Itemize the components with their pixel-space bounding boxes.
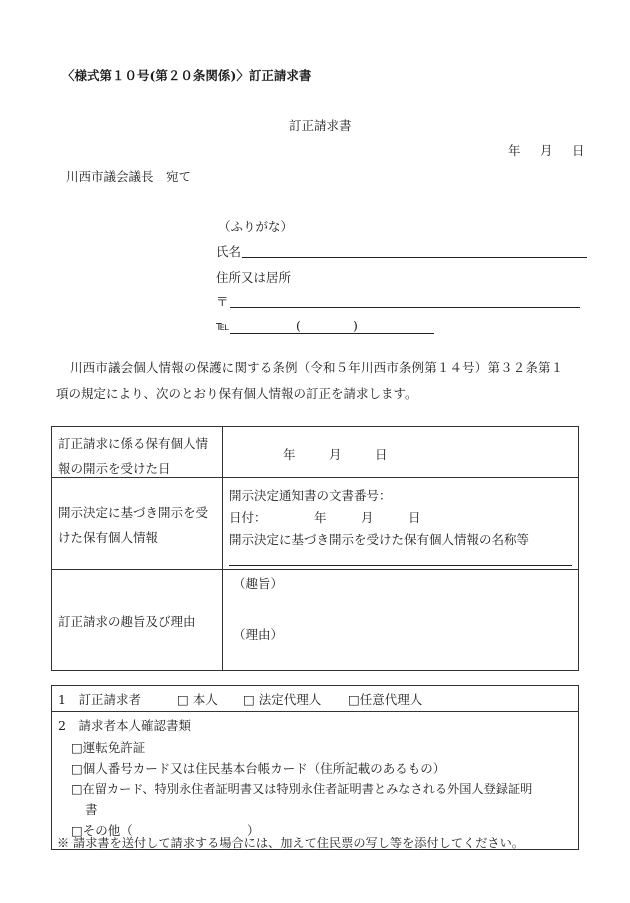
- document-title: 訂正請求書: [289, 118, 352, 133]
- verification-residence-card[interactable]: □在留カード、特別永住者証明書又は特別永住者証明書とみなされる外国人登録証明: [71, 782, 533, 796]
- row2-day: 日: [408, 510, 421, 525]
- requester-option-legal-rep[interactable]: □ 法定代理人: [243, 692, 322, 707]
- row2-year: 年: [314, 510, 327, 525]
- row1-month: 月: [329, 447, 342, 462]
- requester-option-voluntary-rep[interactable]: □任意代理人: [348, 692, 423, 707]
- row2-label-line1: 開示決定に基づき開示を受: [58, 505, 209, 520]
- verification-residence-card-cont: 書: [85, 802, 98, 817]
- row2-info-name: 開示決定に基づき開示を受けた保有個人情報の名称等: [229, 532, 530, 547]
- requester-divider: [51, 711, 579, 712]
- tel-label: ℡: [216, 318, 230, 333]
- verification-my-number-card[interactable]: □個人番号カード又は住民基本台帳カード（住所記載のあるもの）: [71, 761, 446, 776]
- table-row-divider-1: [51, 477, 579, 478]
- name-label: 氏名: [216, 244, 242, 259]
- address-label: 住所又は居所: [216, 270, 292, 285]
- row3-label: 訂正請求の趣旨及び理由: [58, 614, 196, 629]
- tel-close-paren: ): [353, 318, 358, 333]
- address-field[interactable]: [230, 307, 580, 308]
- addressee: 川西市議会議長 宛て: [66, 169, 192, 184]
- date-year: 年: [508, 143, 521, 158]
- tel-field[interactable]: [230, 333, 434, 334]
- row2-month: 月: [361, 510, 374, 525]
- tel-open-paren: (: [296, 318, 301, 333]
- row3-reason: （理由）: [233, 627, 284, 642]
- row1-label-line2: 報の開示を受けた日: [58, 461, 171, 476]
- verification-drivers-license[interactable]: □運転免許証: [71, 740, 146, 755]
- form-label: 〈様式第１０号(第２０条関係)〉訂正請求書: [62, 68, 312, 83]
- requester-label: 1 訂正請求者: [58, 692, 141, 707]
- furigana-label: （ふりがな）: [218, 219, 294, 234]
- body-text-line1: 川西市議会個人情報の保護に関する条例（令和５年川西市条例第１４号）第３２条第１: [70, 360, 564, 375]
- row1-label-line1: 訂正請求に係る保有個人情: [58, 436, 209, 451]
- postal-mark: 〒: [216, 294, 229, 309]
- verification-label: 2 請求者本人確認書類: [58, 718, 191, 733]
- verification-other[interactable]: □その他（: [71, 823, 133, 838]
- verification-note: ※ 請求書を送付して請求する場合には、加えて住民票の写し等を添付してください。: [57, 836, 524, 850]
- row2-info-field[interactable]: [229, 565, 572, 566]
- requester-option-self[interactable]: □ 本人: [177, 692, 218, 707]
- row3-purpose: （趣旨）: [233, 576, 284, 591]
- date-month: 月: [540, 143, 553, 158]
- table-row-divider-2: [51, 569, 579, 570]
- date-day: 日: [572, 143, 585, 158]
- row2-date-label: 日付：: [229, 510, 267, 525]
- row2-doc-number: 開示決定通知書の文書番号：: [229, 488, 392, 503]
- body-text-line2: 項の規定により、次のとおり保有個人情報の訂正を請求します。: [56, 386, 418, 401]
- verification-other-close: ）: [247, 823, 260, 838]
- table-column-divider: [222, 426, 223, 671]
- name-field[interactable]: [242, 257, 587, 258]
- row2-label-line2: けた保有個人情報: [58, 530, 159, 545]
- row1-day: 日: [375, 447, 388, 462]
- row1-year: 年: [283, 447, 296, 462]
